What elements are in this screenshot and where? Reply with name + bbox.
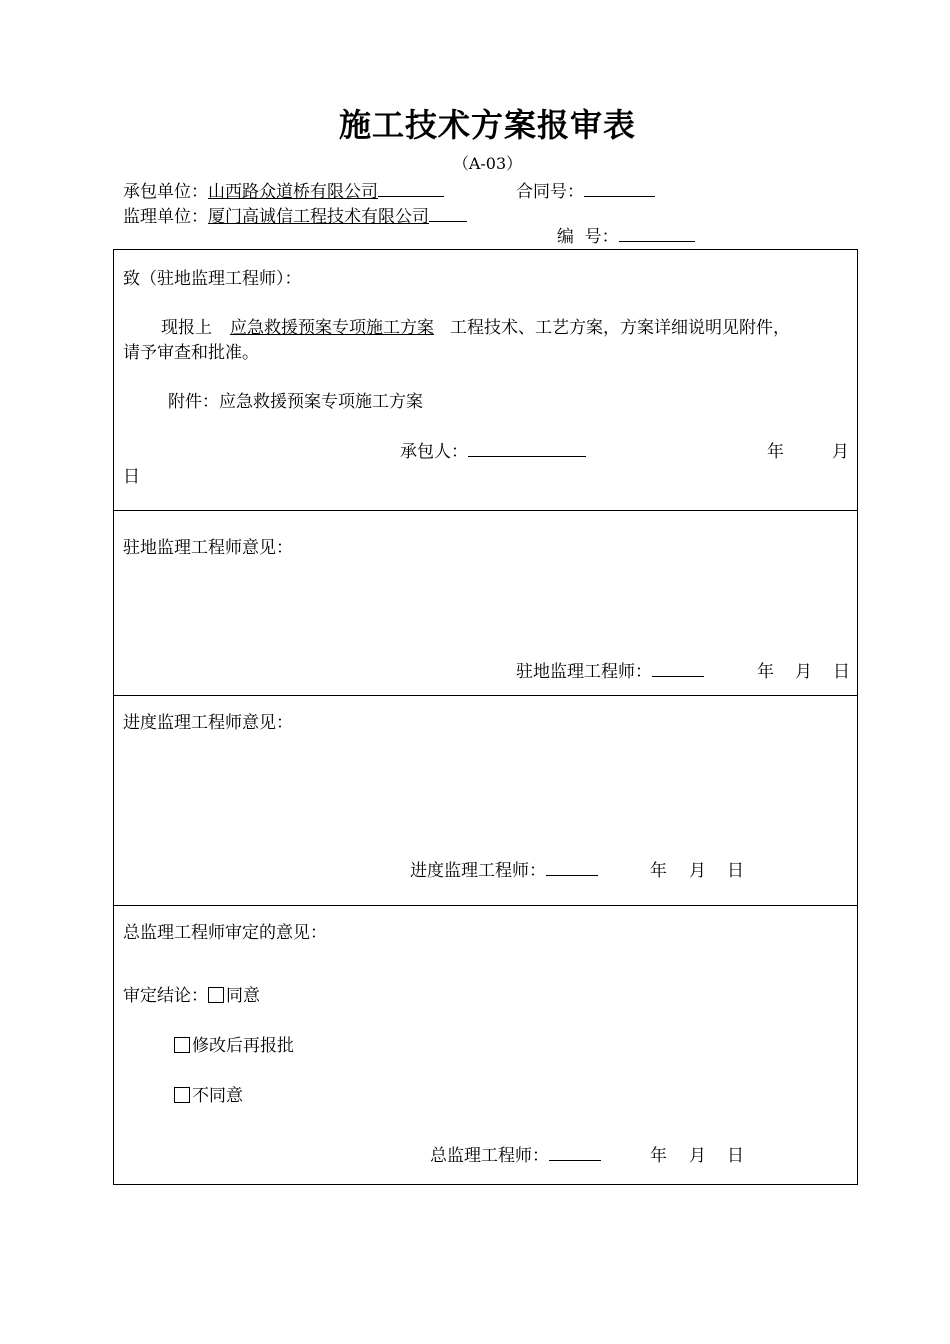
submission-line-1 [161, 313, 790, 338]
progress-signature-field[interactable] [546, 859, 598, 876]
resident-signature-field[interactable] [652, 660, 704, 677]
year-label: 年 [767, 442, 784, 462]
page-title: 施工技术方案报审表 [338, 106, 636, 144]
submission-suffix: 工程技术、工艺方案，方案详细说明见附件， [450, 318, 790, 338]
revise-checkbox[interactable] [174, 1037, 190, 1053]
supervisor-underline [429, 205, 467, 222]
month-label: 月 [689, 1146, 706, 1166]
resident-signer-label: 驻地监理工程师： [516, 662, 652, 682]
disagree-label: 不同意 [192, 1086, 243, 1106]
submission-prefix: 现报上 [161, 318, 212, 338]
revise-row [174, 1031, 294, 1056]
revise-label: 修改后再报批 [192, 1036, 294, 1056]
contractor-signature [400, 437, 586, 462]
month-label: 月 [795, 662, 812, 682]
attachment: 附件：应急救援预案专项施工方案 [168, 392, 423, 412]
section-resident-engineer [114, 510, 857, 695]
day-label: 日 [123, 467, 140, 487]
agree-label: 同意 [226, 986, 260, 1006]
resident-signature [516, 657, 704, 682]
day-label: 日 [833, 662, 850, 682]
supervisor-row [123, 202, 467, 227]
year-label: 年 [650, 861, 667, 881]
contract-no-field[interactable] [584, 180, 655, 197]
form-code: （A-03） [452, 154, 523, 173]
agree-checkbox[interactable] [208, 987, 224, 1003]
serial-row [546, 202, 695, 247]
section-submission [114, 250, 857, 510]
progress-signer-label: 进度监理工程师： [410, 861, 546, 881]
contractor-label: 承包单位： [123, 182, 208, 202]
chief-signature [430, 1141, 601, 1166]
contractor-underline [378, 180, 444, 197]
approval-form-table [113, 249, 858, 1185]
conclusion-label: 审定结论： [123, 986, 208, 1006]
chief-opinion-heading: 总监理工程师审定的意见： [123, 923, 327, 943]
section-progress-engineer [114, 695, 857, 905]
resident-opinion-heading: 驻地监理工程师意见： [123, 538, 293, 558]
month-label: 月 [832, 442, 849, 462]
serial-field[interactable] [619, 225, 695, 242]
plan-name: 应急救援预案专项施工方案 [230, 318, 434, 338]
disagree-row [174, 1081, 243, 1106]
progress-opinion-heading: 进度监理工程师意见： [123, 713, 293, 733]
year-label: 年 [757, 662, 774, 682]
serial-label: 编 号： [556, 227, 619, 247]
submission-line-2: 请予审查和批准。 [123, 343, 259, 363]
chief-signature-field[interactable] [549, 1144, 601, 1161]
supervisor-value: 厦门高诚信工程技术有限公司 [208, 207, 429, 227]
month-label: 月 [689, 861, 706, 881]
contractor-row [123, 177, 444, 202]
contractor-signer-label: 承包人： [400, 442, 468, 462]
disagree-checkbox[interactable] [174, 1087, 190, 1103]
contract-no-row [516, 177, 655, 202]
supervisor-label: 监理单位： [123, 207, 208, 227]
contractor-value: 山西路众道桥有限公司 [208, 182, 378, 202]
contract-no-label: 合同号： [516, 182, 584, 202]
day-label: 日 [727, 861, 744, 881]
chief-signer-label: 总监理工程师： [430, 1146, 549, 1166]
year-label: 年 [650, 1146, 667, 1166]
addressee: 致（驻地监理工程师）： [123, 269, 302, 289]
progress-signature [410, 856, 598, 881]
conclusion-row [123, 981, 260, 1006]
section-chief-engineer [114, 905, 857, 1186]
contractor-signature-field[interactable] [468, 440, 586, 457]
day-label: 日 [727, 1146, 744, 1166]
